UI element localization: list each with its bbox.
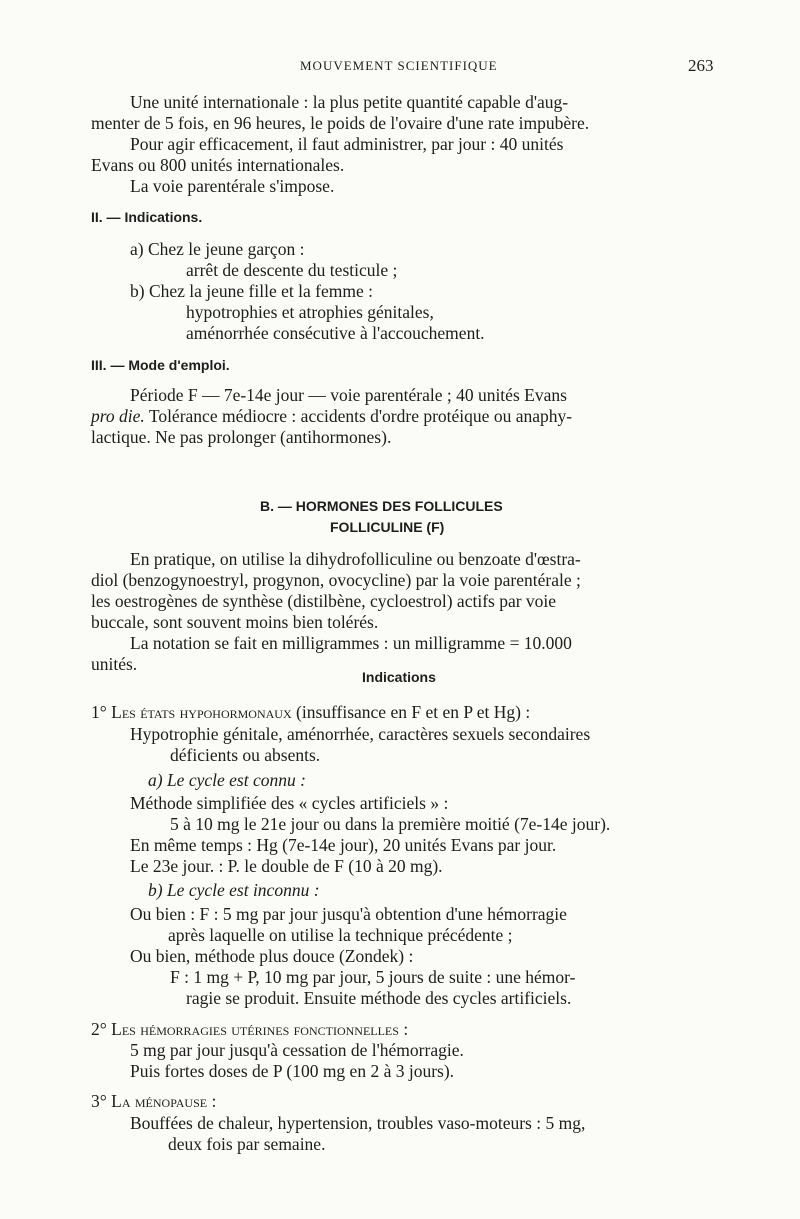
- subheading-b: b) Le cycle est inconnu :: [148, 880, 320, 900]
- section-b-subheading: FOLLICULINE (F): [330, 519, 445, 535]
- paragraph-line: déficients ou absents.: [170, 745, 321, 765]
- list-item: arrêt de descente du testicule ;: [186, 260, 398, 280]
- paragraph-line: La voie parentérale s'impose.: [130, 176, 335, 196]
- item-title: Les états hypohormonaux: [111, 702, 292, 722]
- list-item: aménorrhée consécutive à l'accouchement.: [186, 323, 485, 343]
- paragraph-line: Ou bien, méthode plus douce (Zondek) :: [130, 946, 414, 966]
- paragraph-line: Evans ou 800 unités internationales.: [91, 155, 345, 175]
- item-title-rest: (insuffisance en F et en P et Hg) :: [296, 702, 531, 722]
- item-number: 3°: [91, 1091, 107, 1111]
- indications-heading: Indications: [362, 669, 436, 685]
- paragraph-line: diol (benzogynoestryl, progynon, ovocycline) par la voie parentérale ;: [91, 570, 581, 590]
- paragraph-line: deux fois par semaine.: [168, 1134, 326, 1154]
- paragraph-line: En pratique, on utilise la dihydrofolliculine ou benzoate d'œstra-: [130, 549, 581, 569]
- paragraph-line: 5 mg par jour jusqu'à cessation de l'hémorragie.: [130, 1040, 464, 1060]
- item-title: La ménopause :: [111, 1091, 217, 1111]
- paragraph-line: Une unité internationale : la plus petite quantité capable d'aug-: [130, 92, 569, 112]
- paragraph-line: après laquelle on utilise la technique précédente ;: [168, 925, 513, 945]
- list-item: b) Chez la jeune fille et la femme :: [130, 281, 373, 301]
- paragraph-line: 5 à 10 mg le 21e jour ou dans la première moitié (7e-14e jour).: [170, 814, 611, 834]
- numbered-item: [91, 1019, 408, 1040]
- item-number: 2°: [91, 1019, 107, 1039]
- paragraph-line: unités.: [91, 654, 138, 674]
- paragraph-line: Hypotrophie génitale, aménorrhée, caractères sexuels secondaires: [130, 724, 591, 744]
- section-heading: II. — Indications.: [91, 209, 203, 225]
- numbered-item: [91, 1091, 216, 1112]
- running-head-title: MOUVEMENT SCIENTIFIQUE: [300, 58, 498, 73]
- section-heading: III. — Mode d'emploi.: [91, 357, 230, 373]
- running-head: [0, 56, 800, 78]
- paragraph-line: Le 23e jour. : P. le double de F (10 à 20 mg).: [130, 856, 443, 876]
- paragraph-line: Période F — 7e-14e jour — voie parentérale ; 40 unités Evans: [130, 385, 567, 405]
- subheading-a: a) Le cycle est connu :: [148, 770, 306, 790]
- paragraph-line: En même temps : Hg (7e-14e jour), 20 unités Evans par jour.: [130, 835, 557, 855]
- page-number: 263: [688, 56, 714, 75]
- paragraph-line: lactique. Ne pas prolonger (antihormones).: [91, 427, 392, 447]
- paragraph-line: menter de 5 fois, en 96 heures, le poids de l'ovaire d'une rate impubère.: [91, 113, 590, 133]
- paragraph-line: Puis fortes doses de P (100 mg en 2 à 3 jours).: [130, 1061, 455, 1081]
- paragraph-line: pro die. Tolérance médiocre : accidents d'ordre protéique ou anaphy-: [91, 406, 573, 426]
- list-item: hypotrophies et atrophies génitales,: [186, 302, 434, 322]
- paragraph-line: Bouffées de chaleur, hypertension, troubles vaso-moteurs : 5 mg,: [130, 1113, 586, 1133]
- item-number: 1°: [91, 702, 107, 722]
- list-item: a) Chez le jeune garçon :: [130, 239, 305, 259]
- paragraph-line: ragie se produit. Ensuite méthode des cycles artificiels.: [186, 988, 572, 1008]
- paragraph-line: Ou bien : F : 5 mg par jour jusqu'à obtention d'une hémorragie: [130, 904, 567, 924]
- paragraph-line: F : 1 mg + P, 10 mg par jour, 5 jours de suite : une hémor-: [170, 967, 576, 987]
- italic-phrase: pro die.: [91, 406, 145, 426]
- paragraph-line: Méthode simplifiée des « cycles artificiels » :: [130, 793, 449, 813]
- section-b-heading: B. — HORMONES DES FOLLICULES: [260, 498, 503, 514]
- item-title: Les hémorragies utérines fonctionnelles :: [111, 1019, 409, 1039]
- paragraph-line: les oestrogènes de synthèse (distilbène, cycloestrol) actifs par voie: [91, 591, 557, 611]
- paragraph-line: La notation se fait en milligrammes : un milligramme = 10.000: [130, 633, 572, 653]
- paragraph-line: buccale, sont souvent moins bien tolérés.: [91, 612, 379, 632]
- numbered-item: [91, 702, 530, 723]
- paragraph-line: Pour agir efficacement, il faut administrer, par jour : 40 unités: [130, 134, 564, 154]
